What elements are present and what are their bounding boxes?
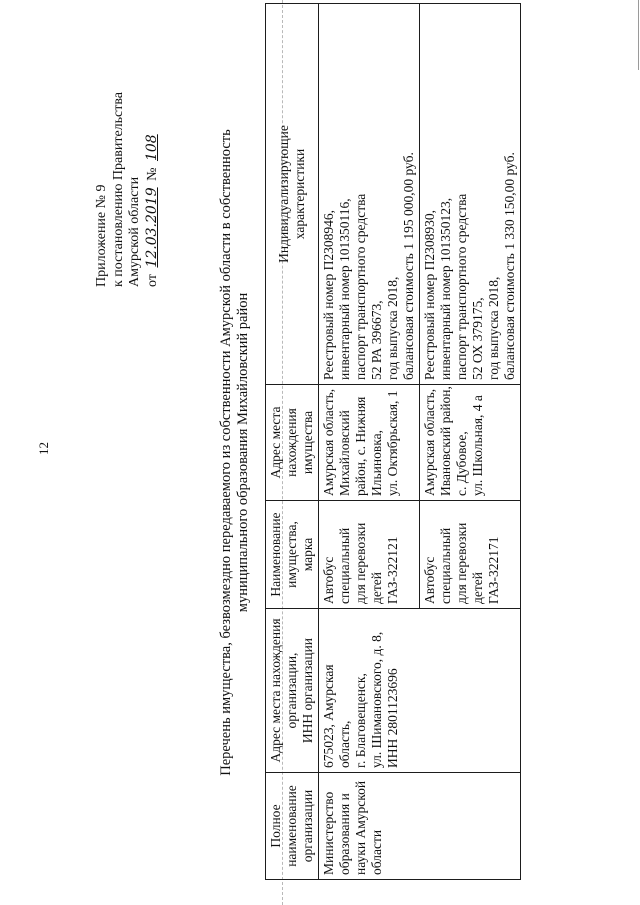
cell-line: год выпуска 2018,: [385, 276, 400, 380]
cell-line: инвентарный номер 101350123,: [438, 197, 453, 380]
cell-line: нахождения: [284, 408, 299, 477]
org-name-cell: [319, 773, 521, 880]
handwritten-date: 12.03.2019: [143, 187, 160, 268]
cell-line: Индивидуализирующие: [276, 125, 291, 263]
appendix-block: [94, 7, 161, 287]
cell-line: марка: [300, 537, 315, 572]
cell-line: Амурская область,: [422, 388, 437, 496]
cell-line: организации,: [284, 652, 299, 729]
cell-line: области: [369, 829, 384, 875]
cell-line: Автобус: [422, 556, 437, 604]
cell-line: Михайловский: [337, 410, 352, 496]
characteristics-cell: [319, 4, 420, 385]
cell-line: ул. Шимановского, д. 8,: [369, 631, 384, 768]
header-characteristics: [266, 4, 319, 385]
cell-line: Наименование: [268, 512, 283, 597]
cell-line: для перевозки: [353, 522, 368, 604]
cell-line: 52 ОХ 379175,: [470, 297, 485, 380]
cell-line: инвентарный номер 101350116,: [337, 198, 352, 380]
appendix-region: Амурской области: [127, 176, 142, 287]
cell-line: Адрес места: [268, 406, 283, 479]
cell-line: детей: [369, 572, 384, 604]
table-header-row: [266, 4, 319, 880]
cell-line: детей: [470, 572, 485, 604]
cell-line: специальный: [438, 527, 453, 604]
cell-line: Амурская область,: [321, 388, 336, 496]
cell-line: ИНН 2801123696: [385, 668, 400, 768]
org-address-cell: [319, 609, 521, 773]
cell-line: балансовая стоимость 1 195 000,00 руб.: [401, 152, 416, 380]
cell-line: науки Амурской: [353, 780, 368, 875]
cell-line: ГАЗ-322121: [385, 536, 400, 604]
cell-line: с. Дубовое,: [454, 431, 469, 496]
header-org-address: [266, 609, 319, 773]
characteristics-cell: [420, 4, 521, 385]
cell-line: Адрес места нахождения: [268, 618, 283, 763]
cell-line: год выпуска 2018,: [486, 276, 501, 380]
header-org-name: [266, 773, 319, 880]
number-prefix: №: [144, 167, 160, 181]
cell-line: ул. Октябрьская, 1: [385, 390, 400, 496]
cell-line: имущества,: [284, 521, 299, 588]
cell-line: паспорт транспортного средства: [353, 193, 368, 380]
cell-line: характеристики: [292, 148, 307, 240]
table-row: [319, 4, 420, 880]
cell-line: ул. Школьная, 4 а: [470, 395, 485, 496]
cell-line: Ильиновка,: [369, 430, 384, 496]
cell-line: 675023, Амурская: [321, 664, 336, 768]
property-location-cell: [420, 385, 521, 501]
cell-line: область,: [337, 720, 352, 768]
appendix-number: Приложение № 9: [94, 184, 109, 287]
cell-line: балансовая стоимость 1 330 150,00 руб.: [502, 152, 517, 380]
header-property-location: [266, 385, 319, 501]
cell-line: Полное: [268, 804, 283, 848]
page-number: 12: [36, 442, 51, 455]
cell-line: Ивановский район,: [438, 386, 453, 496]
cell-line: Автобус: [321, 556, 336, 604]
cell-line: паспорт транспортного средства: [454, 193, 469, 380]
cell-line: ИНН организации: [300, 637, 315, 744]
appendix-date-line: [144, 7, 162, 287]
property-location-cell: [319, 385, 420, 501]
property-name-cell: [420, 501, 521, 609]
date-prefix: от: [144, 274, 160, 287]
title-line-2: муниципального образования Михайловский район: [235, 292, 251, 613]
cell-line: специальный: [337, 527, 352, 604]
cell-line: 52 РА 396673,: [369, 300, 384, 380]
cell-line: Министерство: [321, 791, 336, 875]
cell-line: образования и: [337, 793, 352, 875]
cell-line: для перевозки: [454, 522, 469, 604]
property-name-cell: [319, 501, 420, 609]
appendix-decree: к постановлению Правительства: [110, 91, 126, 287]
table-body: [319, 4, 521, 880]
cell-line: район, с. Нижняя: [353, 396, 368, 496]
cell-line: Реестровый номер П2308946,: [321, 209, 336, 380]
cell-line: имущества: [300, 410, 315, 475]
cell-line: г. Благовещенск,: [353, 673, 368, 768]
cell-line: организации: [300, 789, 315, 863]
header-property-name: [266, 501, 319, 609]
title-line-1: Перечень имущества, безвозмездно передаваемого из собственности Амурской области в собственность: [218, 129, 234, 776]
document-title: [218, 40, 252, 865]
cell-line: Реестровый номер П2308930,: [422, 209, 437, 380]
property-table: [265, 3, 521, 880]
cell-line: наименование: [284, 785, 299, 867]
handwritten-number: 108: [143, 134, 160, 162]
cell-line: ГАЗ-322171: [486, 536, 501, 604]
